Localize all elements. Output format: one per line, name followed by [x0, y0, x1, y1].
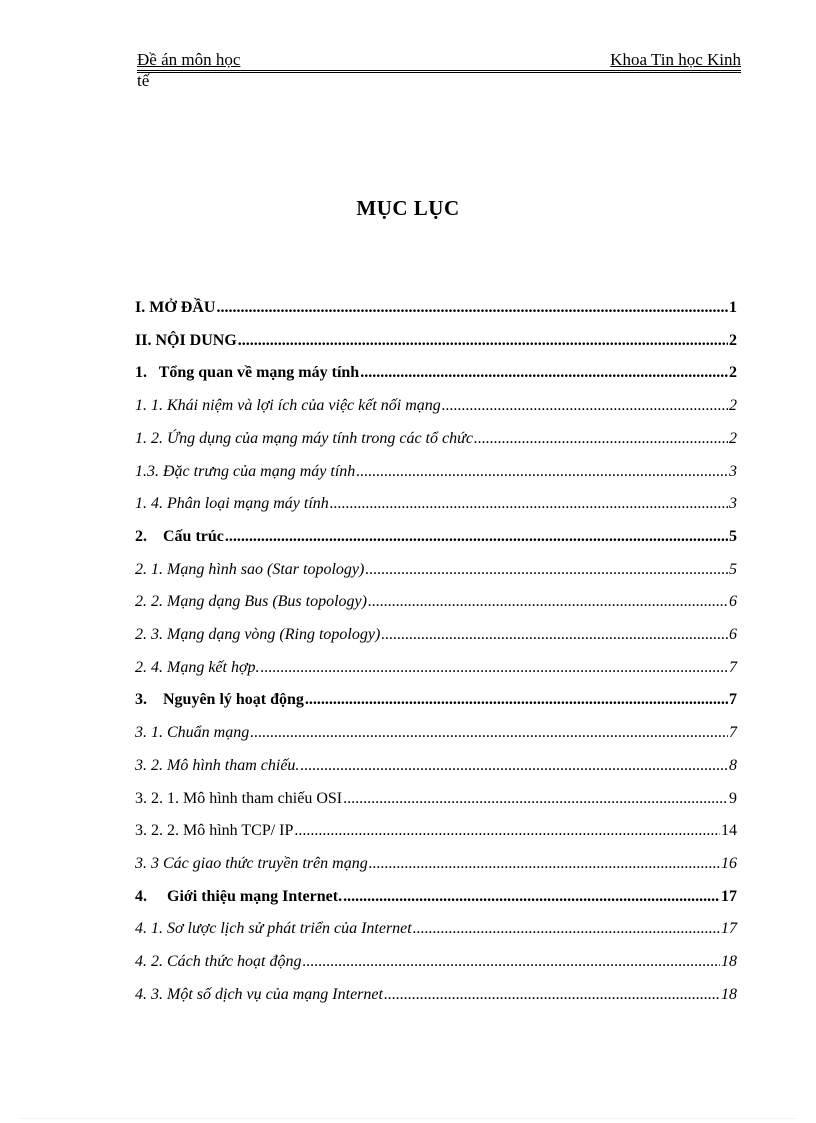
toc-entry[interactable] [135, 887, 737, 907]
header-row [137, 50, 741, 71]
toc-dot-leader [474, 429, 728, 449]
toc-entry[interactable] [135, 789, 737, 809]
toc-entry-label: 1. 2. Ứng dụng của mạng máy tính trong các tổ chức [135, 429, 473, 447]
toc-dot-leader [365, 560, 728, 580]
toc-page-number: 14 [721, 822, 737, 840]
toc-page-number: 6 [729, 593, 737, 611]
toc-dot-leader [250, 723, 728, 743]
header-faculty: Khoa Tin học Kinh [610, 50, 741, 69]
toc-entry[interactable] [135, 985, 737, 1005]
toc-entry-label: 3. 3 Các giao thức truyền trên mạng [135, 854, 368, 872]
toc-page-number: 8 [729, 756, 737, 774]
toc-entry-label: 4. 3. Một số dịch vụ của mạng Internet [135, 985, 383, 1003]
toc-dot-leader [330, 494, 728, 514]
toc-page-number: 5 [729, 560, 737, 578]
toc-entry-label: 4. 2. Cách thức hoạt động [135, 953, 302, 970]
toc-entry-label: 4. 1. Sơ lược lịch sử phát triển của Internet [135, 920, 412, 938]
toc-entry[interactable] [135, 331, 737, 351]
toc-dot-leader [305, 690, 728, 710]
toc-dot-leader [356, 462, 728, 482]
toc-dot-leader [343, 789, 728, 809]
toc-page-number: 2 [729, 397, 737, 415]
toc-entry[interactable] [135, 462, 737, 482]
toc-dot-leader [300, 756, 728, 776]
header-course-title: Đề án môn học [137, 50, 241, 69]
toc-entry[interactable] [135, 429, 737, 449]
toc-entry-label: 2. 2. Mạng dạng Bus (Bus topology) [135, 593, 367, 611]
toc-entry-label: 3. Nguyên lý hoạt động [135, 691, 304, 709]
toc-entry[interactable] [135, 560, 737, 580]
toc-dot-leader [442, 396, 728, 416]
toc-entry[interactable] [135, 592, 737, 612]
toc-entry-label: I. MỞ ĐẦU [135, 299, 216, 316]
toc-page-number: 3 [729, 495, 737, 513]
toc-dot-leader [381, 625, 728, 645]
page-header [137, 50, 741, 91]
toc-page-number: 5 [729, 527, 737, 545]
toc-entry[interactable] [135, 363, 737, 383]
toc-entry[interactable] [135, 494, 737, 514]
toc-entry[interactable] [135, 396, 737, 416]
header-faculty-continuation: tế [137, 71, 150, 90]
toc-dot-leader [294, 821, 720, 841]
toc-dot-leader [216, 298, 728, 318]
toc-entry-label: 3. 2. 2. Mô hình TCP/ IP [135, 822, 294, 840]
toc-entry-label: 3. 2. Mô hình tham chiếu. [135, 756, 300, 774]
toc-entry-label: 2. Cấu trúc [135, 527, 224, 545]
toc-dot-leader [225, 527, 728, 547]
page-title: MỤC LỤC [356, 196, 460, 220]
toc-page-number: 9 [729, 789, 737, 807]
toc-page-number: 17 [721, 920, 737, 938]
toc-entry[interactable] [135, 723, 737, 743]
toc-entry-label: 2. 3. Mạng dạng vòng (Ring topology) [135, 626, 381, 643]
toc-entry-label: 3. 1. Chuẩn mạng [135, 724, 250, 742]
toc-dot-leader [368, 592, 728, 612]
toc-page-number: 18 [721, 953, 737, 970]
toc-dot-leader [343, 887, 720, 907]
toc-page-number: 7 [729, 724, 737, 742]
toc-page-number: 6 [729, 626, 737, 643]
toc-entry[interactable] [135, 527, 737, 547]
toc-entry[interactable] [135, 756, 737, 776]
toc-entry[interactable] [135, 854, 737, 874]
toc-entry[interactable] [135, 625, 737, 645]
toc-page-number: 2 [729, 429, 737, 447]
toc-dot-leader [238, 331, 728, 351]
toc-dot-leader [413, 919, 720, 939]
toc-entry-label: 3. 2. 1. Mô hình tham chiếu OSI [135, 789, 343, 807]
toc-entry[interactable] [135, 690, 737, 710]
toc-entry-label: II. NỘI DUNG [135, 331, 237, 349]
toc-dot-leader [384, 985, 720, 1005]
toc-entry-label: 1. Tổng quan về mạng máy tính [135, 364, 360, 382]
toc-entry-label: 2. 4. Mạng kết hợp. [135, 658, 260, 676]
toc-entry-label: 2. 1. Mạng hình sao (Star topology) [135, 560, 365, 578]
toc-dot-leader [303, 952, 721, 972]
toc-page-number: 18 [721, 985, 737, 1003]
toc-entry[interactable] [135, 821, 737, 841]
toc-page-number: 1 [729, 299, 737, 316]
toc-page-number: 17 [721, 887, 737, 905]
toc-page-number: 7 [729, 658, 737, 676]
toc-entry-label: 1. 4. Phân loại mạng máy tính [135, 495, 329, 513]
toc-dot-leader [360, 363, 728, 383]
toc-page-number: 2 [729, 331, 737, 349]
toc-dot-leader [261, 658, 728, 678]
toc-dot-leader [369, 854, 720, 874]
toc-entry[interactable] [135, 919, 737, 939]
toc-entry-label: 1. 1. Khái niệm và lợi ích của việc kết nối mạng [135, 397, 441, 415]
toc-entry[interactable] [135, 298, 737, 318]
toc-entry-label: 1.3. Đặc trưng của mạng máy tính [135, 462, 356, 480]
toc-entry[interactable] [135, 952, 737, 972]
toc-entry[interactable] [135, 658, 737, 678]
toc-entry-label: 4. Giới thiệu mạng Internet. [135, 887, 343, 905]
toc-page-number: 16 [721, 854, 737, 872]
page-bottom-rule [20, 1118, 796, 1119]
toc-page-number: 3 [729, 462, 737, 480]
toc-page-number: 7 [729, 691, 737, 709]
toc-page-number: 2 [729, 364, 737, 382]
